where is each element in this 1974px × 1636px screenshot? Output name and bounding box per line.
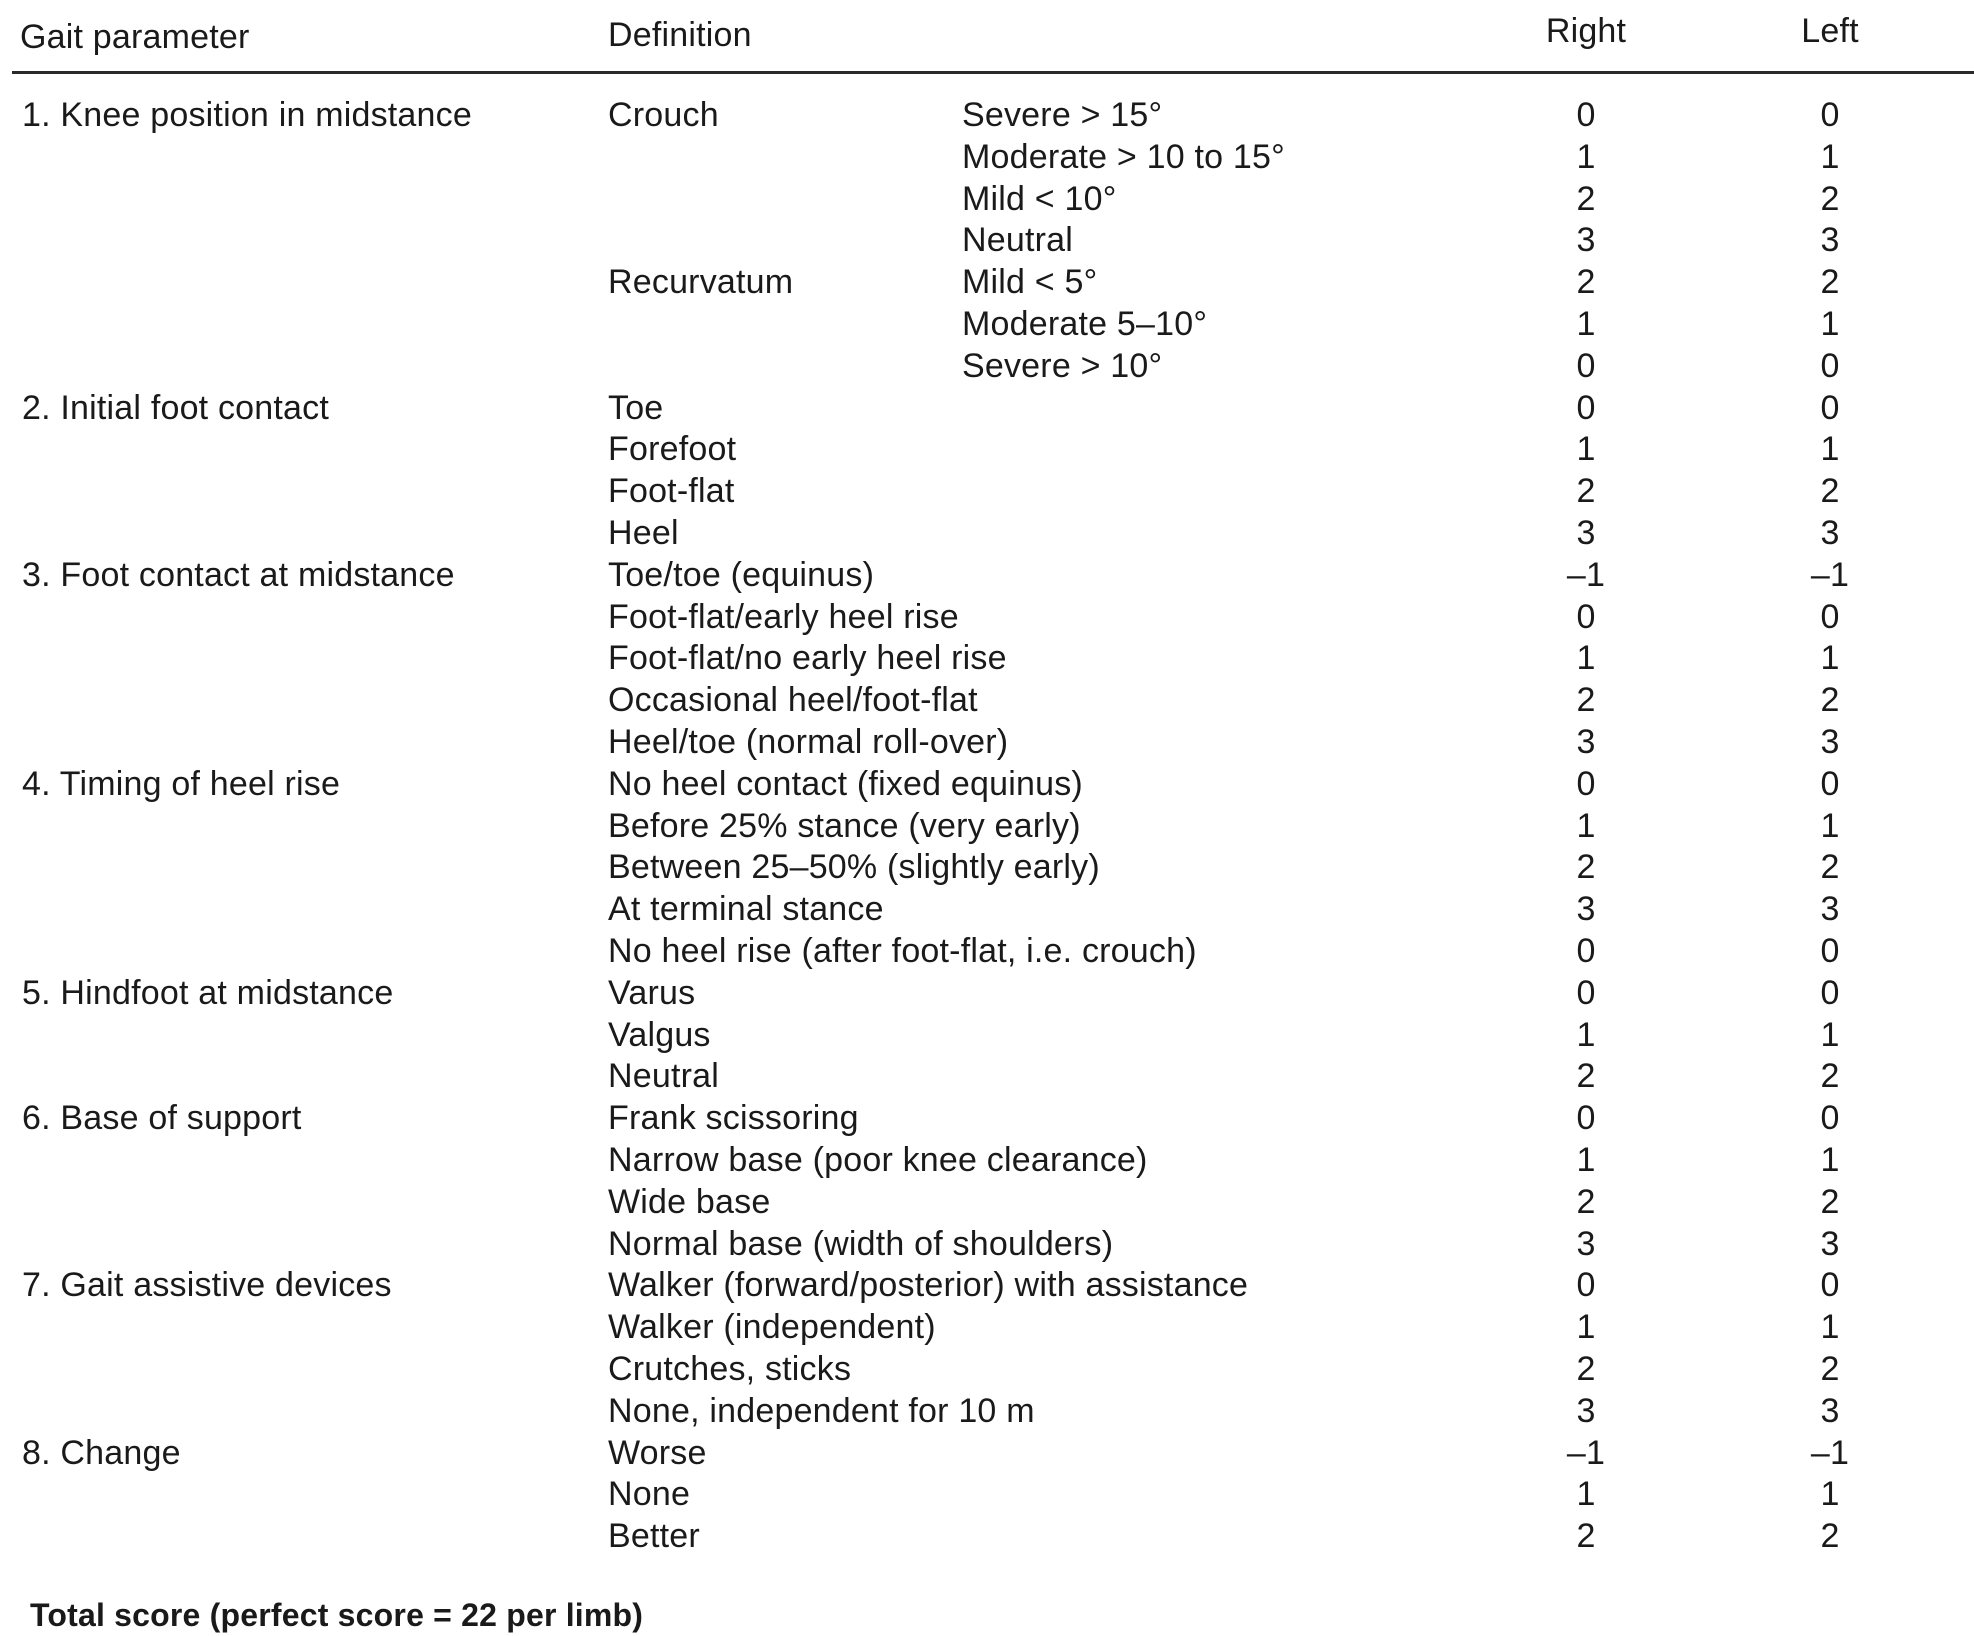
left-score-cell: 2 bbox=[1820, 1350, 1840, 1388]
left-score-cell: 2 bbox=[1820, 180, 1840, 218]
right-score-cell: 1 bbox=[1576, 1016, 1596, 1054]
header-definition: Definition bbox=[608, 16, 752, 54]
definition-cell: Crutches, sticks bbox=[608, 1350, 852, 1388]
sub-definition-cell: Severe > 15° bbox=[962, 96, 1163, 134]
left-score-cell: 3 bbox=[1820, 1392, 1840, 1430]
gait-parameter-cell: 8. Change bbox=[22, 1434, 181, 1472]
right-score-cell: 3 bbox=[1576, 890, 1596, 928]
right-score-cell: 1 bbox=[1576, 1475, 1596, 1513]
left-score-cell: 2 bbox=[1820, 1183, 1840, 1221]
left-score-cell: 0 bbox=[1820, 932, 1840, 970]
right-score-cell: 2 bbox=[1576, 681, 1596, 719]
left-score-cell: 0 bbox=[1820, 765, 1840, 803]
definition-cell: Varus bbox=[608, 974, 696, 1012]
right-score-cell: 3 bbox=[1576, 1225, 1596, 1263]
sub-definition-cell: Moderate 5–10° bbox=[962, 305, 1208, 343]
definition-cell: Narrow base (poor knee clearance) bbox=[608, 1141, 1148, 1179]
definition-cell: Neutral bbox=[608, 1057, 720, 1095]
gait-parameter-cell: 2. Initial foot contact bbox=[22, 389, 329, 427]
definition-cell: Toe bbox=[608, 389, 664, 427]
definition-cell: Forefoot bbox=[608, 430, 737, 468]
left-score-cell: 3 bbox=[1820, 1225, 1840, 1263]
left-score-cell: 1 bbox=[1820, 1141, 1840, 1179]
left-score-cell: 2 bbox=[1820, 1057, 1840, 1095]
right-score-cell: 0 bbox=[1576, 598, 1596, 636]
definition-cell: Foot-flat/no early heel rise bbox=[608, 639, 1007, 677]
right-score-cell: 1 bbox=[1576, 430, 1596, 468]
definition-cell: Before 25% stance (very early) bbox=[608, 807, 1081, 845]
left-score-cell: 0 bbox=[1820, 1266, 1840, 1304]
definition-cell: Wide base bbox=[608, 1183, 771, 1221]
left-score-cell: 1 bbox=[1820, 1016, 1840, 1054]
right-score-cell: –1 bbox=[1566, 1434, 1606, 1472]
left-score-cell: 0 bbox=[1820, 96, 1840, 134]
right-score-cell: 2 bbox=[1576, 1517, 1596, 1555]
definition-cell: Occasional heel/foot-flat bbox=[608, 681, 978, 719]
definition-cell: None bbox=[608, 1475, 691, 1513]
left-score-cell: 2 bbox=[1820, 848, 1840, 886]
definition-cell: No heel rise (after foot-flat, i.e. crouch) bbox=[608, 932, 1197, 970]
left-score-cell: 0 bbox=[1820, 598, 1840, 636]
right-score-cell: 3 bbox=[1576, 1392, 1596, 1430]
right-score-cell: 0 bbox=[1576, 932, 1596, 970]
right-score-cell: 3 bbox=[1576, 514, 1596, 552]
header-left: Left bbox=[1801, 12, 1859, 50]
left-score-cell: 2 bbox=[1820, 263, 1840, 301]
definition-cell: Heel/toe (normal roll-over) bbox=[608, 723, 1009, 761]
right-score-cell: 3 bbox=[1576, 221, 1596, 259]
left-score-cell: 0 bbox=[1820, 347, 1840, 385]
right-score-cell: 0 bbox=[1576, 1266, 1596, 1304]
right-score-cell: 0 bbox=[1576, 1099, 1596, 1137]
right-score-cell: 2 bbox=[1576, 1183, 1596, 1221]
right-score-cell: 1 bbox=[1576, 305, 1596, 343]
right-score-cell: 2 bbox=[1576, 1350, 1596, 1388]
definition-cell: Crouch bbox=[608, 96, 719, 134]
left-score-cell: 0 bbox=[1820, 1099, 1840, 1137]
left-score-cell: 3 bbox=[1820, 723, 1840, 761]
right-score-cell: 0 bbox=[1576, 765, 1596, 803]
definition-cell: Toe/toe (equinus) bbox=[608, 556, 875, 594]
left-score-cell: 0 bbox=[1820, 974, 1840, 1012]
right-score-cell: 0 bbox=[1576, 347, 1596, 385]
right-score-cell: 2 bbox=[1576, 472, 1596, 510]
total-score-note: Total score (perfect score = 22 per limb) bbox=[30, 1597, 644, 1633]
definition-cell: Recurvatum bbox=[608, 263, 794, 301]
definition-cell: Valgus bbox=[608, 1016, 711, 1054]
left-score-cell: 2 bbox=[1820, 681, 1840, 719]
header-rule bbox=[12, 71, 1974, 74]
right-score-cell: 1 bbox=[1576, 639, 1596, 677]
left-score-cell: 2 bbox=[1820, 472, 1840, 510]
sub-definition-cell: Moderate > 10 to 15° bbox=[962, 138, 1285, 176]
right-score-cell: 2 bbox=[1576, 848, 1596, 886]
right-score-cell: 2 bbox=[1576, 263, 1596, 301]
left-score-cell: 1 bbox=[1820, 1475, 1840, 1513]
definition-cell: Walker (forward/posterior) with assistance bbox=[608, 1266, 1249, 1304]
definition-cell: None, independent for 10 m bbox=[608, 1392, 1035, 1430]
left-score-cell: 0 bbox=[1820, 389, 1840, 427]
definition-cell: Between 25–50% (slightly early) bbox=[608, 848, 1100, 886]
right-score-cell: 1 bbox=[1576, 1141, 1596, 1179]
right-score-cell: 1 bbox=[1576, 1308, 1596, 1346]
definition-cell: Normal base (width of shoulders) bbox=[608, 1225, 1114, 1263]
right-score-cell: –1 bbox=[1566, 556, 1606, 594]
left-score-cell: 1 bbox=[1820, 639, 1840, 677]
definition-cell: Walker (independent) bbox=[608, 1308, 936, 1346]
gait-parameter-cell: 7. Gait assistive devices bbox=[22, 1266, 392, 1304]
gait-parameter-cell: 4. Timing of heel rise bbox=[22, 765, 341, 803]
right-score-cell: 2 bbox=[1576, 180, 1596, 218]
gait-parameter-cell: 1. Knee position in midstance bbox=[22, 96, 472, 134]
definition-cell: No heel contact (fixed equinus) bbox=[608, 765, 1083, 803]
right-score-cell: 1 bbox=[1576, 138, 1596, 176]
right-score-cell: 3 bbox=[1576, 723, 1596, 761]
definition-cell: Foot-flat bbox=[608, 472, 735, 510]
definition-cell: Frank scissoring bbox=[608, 1099, 859, 1137]
left-score-cell: 1 bbox=[1820, 305, 1840, 343]
gait-parameter-cell: 6. Base of support bbox=[22, 1099, 302, 1137]
left-score-cell: 2 bbox=[1820, 1517, 1840, 1555]
left-score-cell: 1 bbox=[1820, 138, 1840, 176]
definition-cell: Better bbox=[608, 1517, 700, 1555]
gait-parameter-cell: 5. Hindfoot at midstance bbox=[22, 974, 394, 1012]
header-gait-parameter: Gait parameter bbox=[20, 18, 250, 56]
left-score-cell: 3 bbox=[1820, 890, 1840, 928]
left-score-cell: 1 bbox=[1820, 430, 1840, 468]
header-right: Right bbox=[1545, 12, 1627, 50]
left-score-cell: 1 bbox=[1820, 1308, 1840, 1346]
left-score-cell: 3 bbox=[1820, 514, 1840, 552]
definition-cell: Foot-flat/early heel rise bbox=[608, 598, 959, 636]
right-score-cell: 0 bbox=[1576, 96, 1596, 134]
sub-definition-cell: Mild < 10° bbox=[962, 180, 1117, 218]
definition-cell: At terminal stance bbox=[608, 890, 884, 928]
right-score-cell: 2 bbox=[1576, 1057, 1596, 1095]
right-score-cell: 0 bbox=[1576, 974, 1596, 1012]
right-score-cell: 0 bbox=[1576, 389, 1596, 427]
sub-definition-cell: Severe > 10° bbox=[962, 347, 1163, 385]
left-score-cell: –1 bbox=[1810, 1434, 1850, 1472]
sub-definition-cell: Mild < 5° bbox=[962, 263, 1098, 301]
definition-cell: Worse bbox=[608, 1434, 707, 1472]
left-score-cell: 3 bbox=[1820, 221, 1840, 259]
left-score-cell: 1 bbox=[1820, 807, 1840, 845]
sub-definition-cell: Neutral bbox=[962, 221, 1074, 259]
gait-parameter-cell: 3. Foot contact at midstance bbox=[22, 556, 455, 594]
definition-cell: Heel bbox=[608, 514, 679, 552]
right-score-cell: 1 bbox=[1576, 807, 1596, 845]
left-score-cell: –1 bbox=[1810, 556, 1850, 594]
